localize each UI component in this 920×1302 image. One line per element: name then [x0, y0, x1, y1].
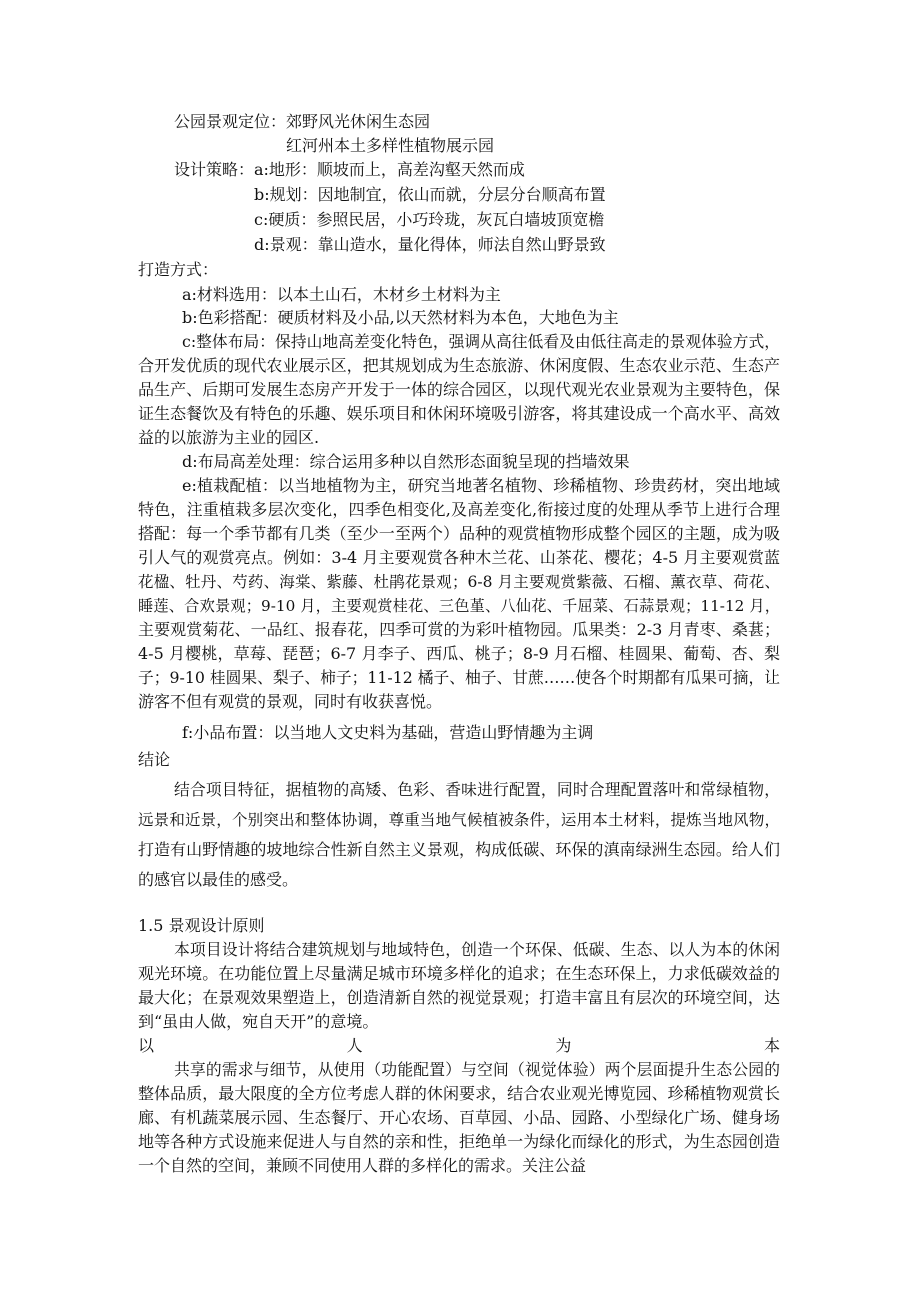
method-e-line: e:植栽配植：以当地植物为主，研究当地著名植物、珍稀植物、珍贵药材，突出地域: [182, 476, 780, 495]
method-c-line: 品生产、后期可发展生态房产开发于一体的综合园区，以现代观光农业景观为主要特色，保: [138, 380, 780, 399]
conclusion-line: 结合项目特征，据植物的高矮、色彩、香味进行配置，同时合理配置落叶和常绿植物，: [174, 780, 780, 799]
section-p2-line: 共享的需求与细节，从使用（功能配置）与空间（视觉体验）两个层面提升生态公园的: [174, 1060, 780, 1079]
section-p2-line: 地等各种方式设施来促进人与自然的亲和性，拒绝单一为绿化而绿化的形式，为生态园创造: [138, 1132, 780, 1151]
method-item-a: a:材料选用：以本土山石，木材乡土材料为主: [182, 285, 501, 304]
positioning-label: 公园景观定位：: [174, 112, 287, 131]
positioning-line-1: 郊野风光休闲生态园: [286, 112, 431, 131]
section-p1-line: 本项目设计将结合建筑规划与地域特色，创造一个环保、低碳、生态、以人为本的休闲: [174, 940, 780, 959]
method-item-b: b:色彩搭配：硬质材料及小品,以天然材料为本色，大地色为主: [182, 308, 619, 327]
method-c-line: 益的以旅游为主业的园区.: [138, 428, 320, 447]
positioning-line-2: 红河州本土多样性植物展示园: [286, 136, 495, 155]
method-c-line: c:整体布局：保持山地高差变化特色，强调从高往低看及由低往高走的景观体验方式，: [182, 332, 780, 351]
method-e-line: 4-5 月樱桃，草莓、琵琶；6-7 月李子、西瓜、桃子；8-9 月石榴、桂圆果、葡萄、杏、梨: [138, 644, 780, 663]
section-heading: 1.5 景观设计原则: [138, 916, 265, 935]
spread-word: 人: [346, 1036, 363, 1055]
method-e-line: 子；9-10 桂圆果、梨子、柿子；11-12 橘子、柚子、甘蔗……使各个时期都有瓜果可摘，让: [138, 668, 781, 687]
method-e-line: 引人气的观赏亮点。例如：3-4 月主要观赏各种木兰花、山茶花、樱花；4-5 月主要观赏蓝: [138, 548, 780, 567]
strategy-item-d: d:景观：靠山造水，量化得体，师法自然山野景致: [254, 235, 606, 254]
method-e-line: 花楹、牡丹、芍药、海棠、紫藤、杜鹃花景观；6-8 月主要观赏紫薇、石榴、薰衣草、荷花、: [138, 573, 780, 591]
spread-word: 为: [555, 1036, 572, 1055]
strategy-item-a: a:地形：顺坡而上，高差沟壑天然而成: [254, 160, 525, 179]
method-e-line: 游客不但有观赏的景观，同时有收获喜悦。: [138, 692, 443, 711]
conclusion-line: 远景和近景，个别突出和整体协调，尊重当地气候植被条件，运用本土材料，提炼当地风物，: [138, 811, 780, 829]
method-e-line: 睡莲、合欢景观；9-10 月，主要观赏桂花、三色堇、八仙花、千屈菜、石蒜景观；11-12 月，: [138, 597, 780, 615]
spread-word: 本: [763, 1036, 780, 1055]
conclusion-line: 的感官以最佳的感受。: [138, 870, 299, 889]
strategy-item-b: b:规划：因地制宜，依山而就，分层分台顺高布置: [254, 185, 606, 204]
strategy-item-c: c:硬质：参照民居，小巧玲珑，灰瓦白墙坡顶宽檐: [254, 210, 605, 229]
section-p1-line: 到“虽由人做，宛自天开”的意境。: [138, 1012, 379, 1031]
section-p2-line: 整体品质，最大限度的全方位考虑人群的休闲要求，结合农业观光博览园、珍稀植物观赏长: [138, 1084, 780, 1103]
section-p1-line: 观光环境。在功能位置上尽量满足城市环境多样化的追求；在生态环保上，力求低碳效益的: [138, 964, 780, 983]
method-item-f: f:小品布置：以当地人文史料为基础，营造山野情趣为主调: [182, 723, 594, 742]
method-e-line: 主要观赏菊花、一品红、报春花，四季可赏的为彩叶植物园。瓜果类：2-3 月青枣、桑葚；: [138, 620, 780, 639]
method-c-line: 证生态餐饮及有特色的乐趣、娱乐项目和休闲环境吸引游客，将其建设成一个高水平、高效: [138, 404, 780, 423]
strategy-label: 设计策略：: [174, 160, 255, 179]
method-e-line: 特色，注重植栽多层次变化，四季色相变化,及高差变化,衔接过度的处理从季节上进行合理: [138, 500, 780, 519]
conclusion-heading: 结论: [138, 750, 171, 769]
method-e-line: 搭配：每一个季节都有几类（至少一至两个）品种的观赏植物形成整个园区的主题，成为吸: [138, 524, 780, 543]
method-c-line: 合开发优质的现代农业展示区，把其规划成为生态旅游、休闲度假、生态农业示范、生态产: [138, 356, 780, 375]
section-p2-line: 廊、有机蔬菜展示园、生态餐厅、开心农场、百草园、小品、园路、小型绿化广场、健身场: [138, 1108, 780, 1127]
conclusion-line: 打造有山野情趣的坡地综合性新自然主义景观，构成低碳、环保的滇南绿洲生态园。给人们: [138, 840, 780, 859]
spread-line: [138, 1034, 780, 1058]
section-p2-line: 一个自然的空间，兼顾不同使用人群的多样化的需求。关注公益: [138, 1156, 587, 1175]
method-heading: 打造方式：: [138, 260, 219, 279]
method-item-d: d:布局高差处理：综合运用多种以自然形态面貌呈现的挡墙效果: [182, 452, 630, 471]
section-p1-line: 最大化；在景观效果塑造上，创造清新自然的视觉景观；打造丰富且有层次的环境空间，达: [138, 988, 780, 1007]
spread-word: 以: [138, 1036, 155, 1055]
